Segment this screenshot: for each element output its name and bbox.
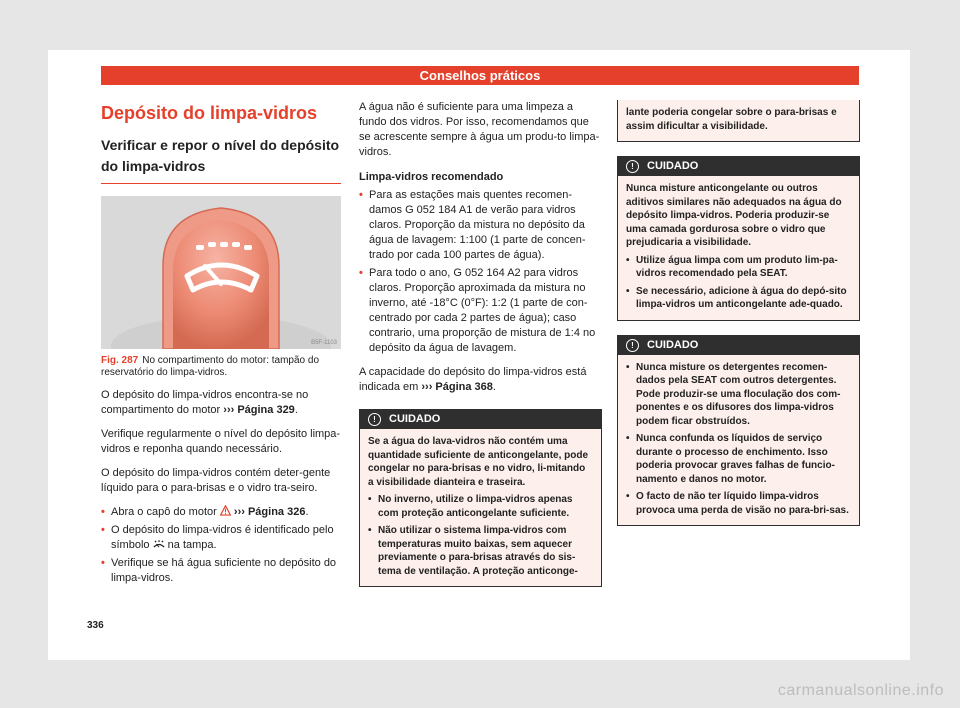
page-link-368[interactable]: ››› Página 368 bbox=[421, 381, 493, 393]
caution-info-icon: ! bbox=[368, 413, 381, 426]
bullet-icon: • bbox=[101, 524, 105, 536]
caution-list-item bbox=[626, 285, 851, 312]
caution-list-item bbox=[626, 254, 851, 281]
figure-label: Fig. 287 bbox=[101, 355, 139, 366]
caution-body bbox=[360, 429, 601, 586]
page-link-326[interactable]: ››› Página 326 bbox=[233, 506, 306, 518]
caution-body bbox=[618, 355, 859, 526]
list-item-text: na tampa. bbox=[167, 539, 217, 551]
caution-list-item bbox=[368, 524, 593, 578]
figure-code: B5F-1103 bbox=[311, 340, 337, 346]
column-2 bbox=[359, 100, 602, 587]
list-item-text: Abra o capô do motor bbox=[111, 506, 217, 518]
list-item-text: O depósito do limpa-vidros é identificado pelo símbolo bbox=[111, 524, 334, 551]
list-item bbox=[359, 188, 602, 263]
caution-label: CUIDADO bbox=[647, 338, 699, 351]
caution-text: Se a água do lava-vidros não contém uma quantidade suficiente de anticongelante, pode congelar no para-brisas e no vidro, li-mitando a visibilidade dianteira e traseira. bbox=[368, 436, 589, 488]
caution-label: CUIDADO bbox=[647, 160, 699, 172]
bullet-icon: • bbox=[359, 267, 363, 279]
caution-box bbox=[359, 409, 602, 587]
paragraph-text: A capacidade do depósito do limpa-vidros está indicada em bbox=[359, 366, 587, 393]
list-item-text: Se necessário, adicione à água do depó-sito limpa-vidros um anticongelante ade-quado. bbox=[636, 285, 847, 310]
paragraph-text: O depósito do limpa-vidros encontra-se no compartimento do motor bbox=[101, 389, 309, 416]
list-item-text: Não utilizar o sistema limpa-vidros com temperaturas muito baixas, sem aquecer previamente o para-brisas através do sis-tema de ventilação. A proteção anticonge- bbox=[378, 525, 578, 577]
figure-caption-text: No compartimento do motor: tampão do reservatório do limpa-vidros. bbox=[101, 355, 320, 378]
list-item-text: Nunca misture os detergentes recomen-dados pela SEAT com outros detergentes. Pode produzir-se uma floculação dos com-ponentes e os difusores dos limpa-vidros podem ficar obstruídos. bbox=[636, 361, 841, 427]
chapter-header: Conselhos práticos bbox=[101, 66, 859, 85]
list-item-text: Para todo o ano, G 052 164 A2 para vidros claros. Proporção aproximada da mistura no inverno, até -18°C (0°F): 1:2 (1 parte de con-centrado por cada 2 partes de água); caso contrario, uma proporção de mistura de 1:4 no depósito da água de lavagem. bbox=[369, 267, 596, 354]
list-item-text: Para as estações mais quentes recomen-damos G 052 184 A1 de verão para vidros claros. Proporção da mistura no depósito da água de lavagem: 1:100 (1 parte de concen-trado por cada 100 partes de água). bbox=[369, 189, 586, 261]
bullet-icon: • bbox=[626, 254, 630, 266]
bullet-icon: • bbox=[359, 189, 363, 201]
bullet-icon: • bbox=[368, 494, 372, 505]
column-1 bbox=[101, 103, 341, 586]
caution-info-icon: ! bbox=[626, 339, 639, 352]
page-number: 336 bbox=[87, 620, 104, 631]
subsection-heading: Limpa-vidros recomendado bbox=[359, 171, 504, 183]
bullet-icon: • bbox=[368, 525, 372, 536]
bullet-icon: • bbox=[626, 491, 630, 502]
paragraph: O depósito do limpa-vidros encontra-se no compartimento do motor ››› Página 329. bbox=[101, 389, 309, 416]
caution-list-item bbox=[626, 490, 851, 517]
paragraph: O depósito do limpa-vidros contém deter-gente líquido para o para-brisas e o vidro tra-seiro. bbox=[101, 467, 331, 494]
section-title: Depósito do limpa-vidros bbox=[101, 103, 318, 123]
caution-box bbox=[617, 156, 860, 321]
caution-header bbox=[618, 157, 859, 176]
page-link-329[interactable]: ››› Página 329 bbox=[223, 404, 295, 416]
figure-image bbox=[101, 196, 341, 349]
column-3 bbox=[617, 100, 860, 526]
caution-body bbox=[618, 176, 859, 320]
bullet-icon: • bbox=[101, 506, 105, 518]
caution-header bbox=[618, 336, 859, 355]
caution-box-continued bbox=[617, 100, 860, 142]
list-item-text: No inverno, utilize o limpa-vidros apenas com proteção anticongelante suficiente. bbox=[378, 494, 573, 519]
list-item bbox=[359, 266, 602, 356]
list-item: • Abra o capô do motor ››› Página 326. bbox=[101, 506, 309, 518]
bullet-icon: • bbox=[626, 361, 630, 373]
windshield-washer-symbol-icon bbox=[153, 540, 165, 549]
bullet-icon: • bbox=[101, 557, 105, 569]
caution-label: CUIDADO bbox=[389, 413, 441, 425]
list-item-text: Nunca confunda os líquidos de serviço durante o processo de enchimento. Isso poderia provocar graves falhas de funcio-namento e danos no motor. bbox=[636, 433, 835, 485]
paragraph: Verifique regularmente o nível do depósito limpa-vidros e reponha quando necessário. bbox=[101, 428, 341, 455]
paragraph: A água não é suficiente para uma limpeza a fundo dos vidros. Por isso, recomendamos que se acrescente sempre à água um produ-to limpa-vidros. bbox=[359, 101, 600, 158]
list-item bbox=[101, 556, 341, 586]
list-item-text: O facto de não ter líquido limpa-vidros provoca uma perda de visão no para-bri-sas. bbox=[636, 491, 849, 516]
list-item bbox=[101, 523, 341, 553]
caution-list-item bbox=[626, 361, 851, 429]
bullet-icon: • bbox=[626, 285, 630, 297]
list-item-text: Utilize água limpa com um produto lim-pa-vidros recomendado pela SEAT. bbox=[636, 254, 838, 279]
section-subtitle: Verificar e repor o nível do depósito do limpa-vidros bbox=[101, 135, 341, 184]
paragraph: A capacidade do depósito do limpa-vidros está indicada em ››› Página 368. bbox=[359, 366, 587, 393]
caution-header bbox=[360, 410, 601, 429]
bullet-icon: • bbox=[626, 433, 630, 444]
caution-text: Nunca misture anticongelante ou outros aditivos similares não adequados na água do depósito limpa-vidros. Poderia produzir-se uma camada gordurosa sobre o vidro que prejudicaria a visibilidade. bbox=[626, 183, 842, 248]
caution-text: lante poderia congelar sobre o para-brisas e assim dificultar a visibilidade. bbox=[626, 107, 837, 132]
caution-info-icon: ! bbox=[626, 160, 639, 173]
caution-body bbox=[618, 100, 859, 141]
warning-triangle-icon bbox=[220, 505, 231, 516]
caution-list-item bbox=[626, 432, 851, 486]
list-item-text: Verifique se há água suficiente no depósito do limpa-vidros. bbox=[111, 557, 337, 584]
caution-list-item bbox=[368, 493, 593, 520]
watermark: carmanualsonline.info bbox=[777, 682, 944, 699]
washer-reservoir-cap-illustration bbox=[101, 196, 341, 349]
figure-caption bbox=[101, 355, 341, 379]
caution-box bbox=[617, 335, 860, 527]
